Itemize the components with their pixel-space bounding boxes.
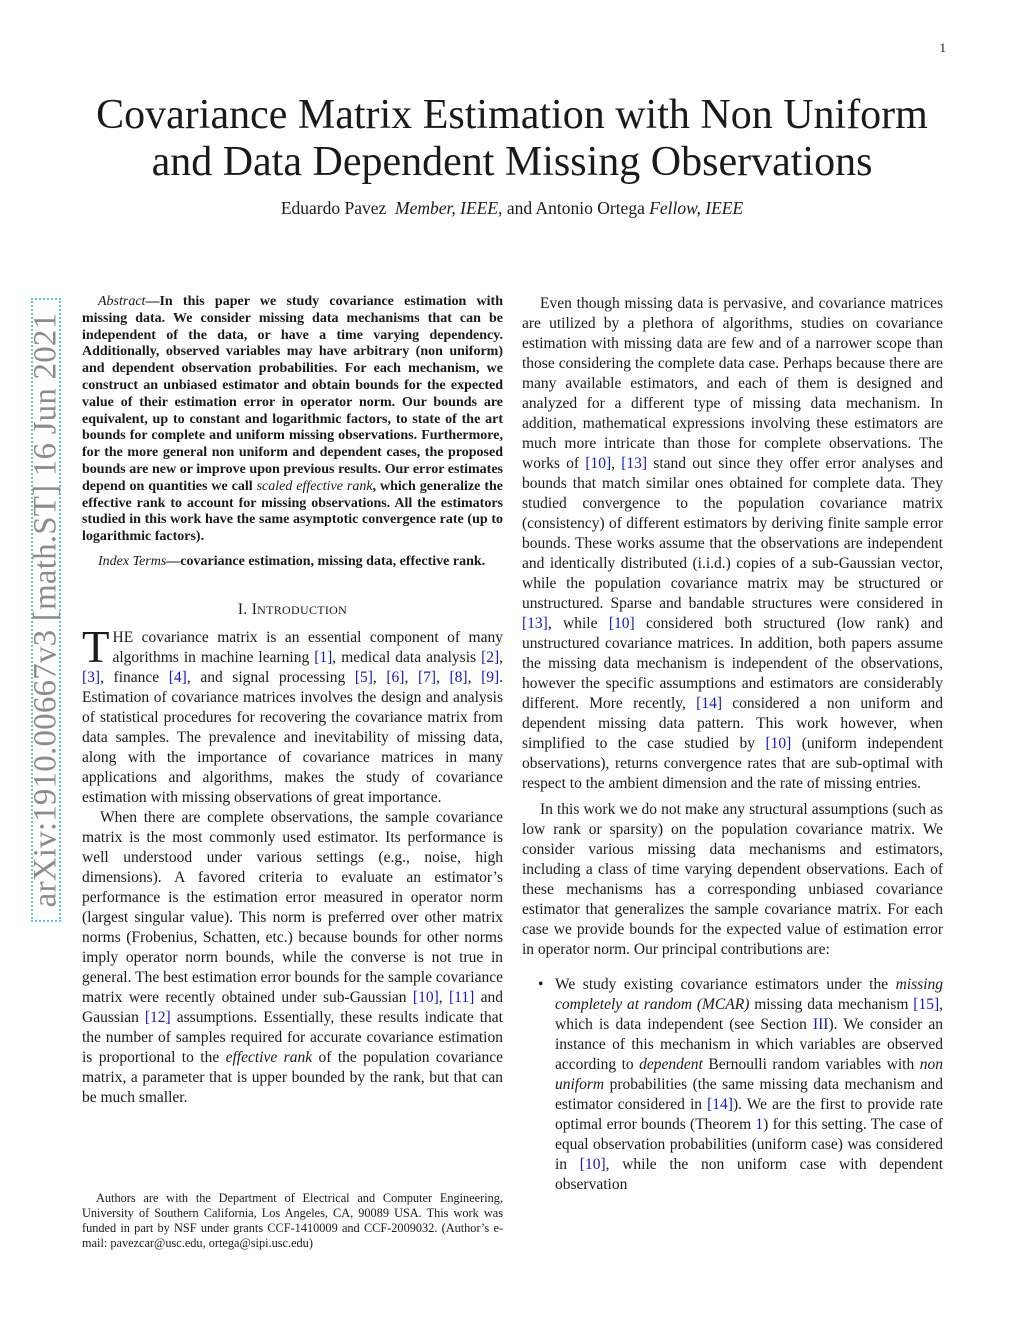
page-number: 1 [939, 40, 946, 55]
section-link[interactable]: III [812, 1016, 829, 1033]
citation-link[interactable]: [7] [417, 668, 437, 686]
citation-link[interactable]: [10] [412, 988, 439, 1006]
citation-link[interactable]: [13] [621, 455, 648, 472]
citation-link[interactable]: [11] [449, 988, 475, 1006]
citation-link[interactable]: [12] [144, 1008, 171, 1026]
text-run: missing data mechanism [749, 996, 914, 1013]
author-1-role: Member, IEEE, [395, 198, 503, 218]
citation-link[interactable]: [13] [522, 615, 548, 632]
text-run: . Estimation of covariance matrices involves the design and analysis of statistical procedures for recovering the covariance matrix from data samples. The prevalence and inevitability of missing data, along with the importance of covariance matrices in many applications and algorithms, makes the study of covariance estimation with missing observations of great importance. [82, 668, 504, 806]
citation-link[interactable]: [10] [608, 615, 635, 632]
text-run: stand out since they offer error analyses and bounds that match similar ones obtained for complete data. They studied convergence to the population covariance matrix (consistency) of different estimators by deriving finite sample error bounds. These works assume that the observations are independent and identically distributed (i.i.d.) copies of a sub-Gaussian vector, while the population covariance matrix may be structured or unstructured. Sparse and bandable structures were considered in [522, 455, 943, 612]
text-run: considered both structured (low rank) and unstructured covariance matrices. In addition, both papers assume the missing data mechanism is independent of the observations, however the specific assumptions and estimators are considerably different. More recently, [522, 615, 943, 712]
text-run: HE covariance matrix is an essential component of many algorithms in machine learning [112, 628, 503, 666]
text-run: , finance [100, 668, 169, 686]
citation-link[interactable]: [14] [696, 695, 722, 712]
text-run: , [499, 648, 504, 666]
citation-link[interactable]: [1] [314, 648, 333, 666]
citation-link[interactable]: [3] [82, 668, 101, 686]
text-run: , [372, 668, 387, 686]
citation-link[interactable]: [9] [481, 668, 500, 686]
text-run: probabilities (the same missing data mechanism and estimator considered in [555, 1076, 943, 1113]
bullet-icon: • [538, 976, 544, 993]
citation-link[interactable]: [6] [386, 668, 405, 686]
author-2: and Antonio Ortega [506, 198, 645, 218]
arxiv-identifier: arXiv:1910.00667v3 [math.ST] 16 Jun 2021 [27, 312, 64, 908]
section-title-rest: NTRODUCTION [257, 602, 348, 617]
right-column [522, 294, 943, 1195]
author-footnote: Authors are with the Department of Electrical and Computer Engineering, University of Southern California, Los Angeles, CA, 90089 USA. This work was funded in part by NSF under grants CCF-1410009 and CCF-2009032. (Author’s e-mail: pavezcar@usc.edu, ortega@sipi.usc.edu) [82, 1191, 503, 1250]
author-2-role: Fellow, IEEE [649, 198, 744, 218]
text-run: When there are complete observations, the sample covariance matrix is the most commonly used estimator. Its performance is well understood under various settings (e.g., noise, high dimensions). A favored criteria to evaluate an estimator’s performance is the estimation error measured in operator norm (largest singular value). This norm is preferred over other matrix norms (Frobenius, Schatten, etc.) because bounds for other norms imply operator norm bounds, while the converse is not true in general. The best estimation error bounds for the sample covariance matrix were recently obtained under sub-Gaussian [82, 808, 503, 1006]
section-initial: I [251, 600, 258, 618]
intro-paragraph-1 [82, 621, 504, 808]
author-line [60, 198, 964, 219]
text-run: Bernoulli random variables with [702, 1056, 920, 1073]
citation-link[interactable]: [8] [449, 668, 468, 686]
citation-link[interactable]: [15] [913, 996, 940, 1013]
list-item [522, 975, 943, 1195]
citation-link[interactable]: [2] [481, 648, 500, 666]
text-run: , [611, 455, 622, 472]
contributions-list [522, 975, 943, 1195]
text-run: , [436, 668, 450, 686]
text-run: ) for this setting. The case of equal observation probabilities (uniform case) was considered in [555, 1116, 943, 1173]
emphasis: non uniform [555, 1056, 943, 1093]
text-run: , [404, 668, 418, 686]
abstract-text-end: , which generalize the effective rank to account for missing observations. All the estimators studied in this work have the same asymptotic convergence rate (up to logarithmic factors). [82, 478, 503, 545]
paper-title [60, 92, 964, 186]
right-paragraph-1 [522, 294, 943, 794]
text-run: and Gaussian [82, 988, 504, 1026]
citation-link[interactable]: [10] [765, 735, 792, 752]
citation-link[interactable]: [14] [707, 1096, 733, 1113]
intro-paragraph-2 [82, 808, 503, 1108]
text-run: Even though missing data is pervasive, and covariance matrices are utilized by a plethora of algorithms, studies on covariance estimation with missing data are few and of a narrower scope than those considering the complete data case. Perhaps because there are many available estimators, and each of them is designed and analyzed for a different type of missing data mechanism. In addition, mathematical expressions involving these estimators are much more intricate than those for complete observations. The works of [522, 295, 943, 472]
section-number: I. [237, 600, 252, 618]
abstract-emphasis: scaled effective rank [256, 478, 373, 494]
text-run: , [467, 668, 482, 686]
text-run: of the population covariance matrix, a parameter that is upper bounded by the rank, but that can be much smaller. [82, 1048, 504, 1106]
abstract-text: —In this paper we study covariance estimation with missing data. We consider missing data mechanisms that can be independent of the data, or have a time varying dependency. Additionally, observed variables may have arbitrary (non uniform) and dependent observation probabilities. For each mechanism, we construct an unbiased estimator and obtain bounds for the expected value of their estimation error in operator norm. Our bounds are equivalent, up to constant and logarithmic factors, to state of the art bounds for complete and uniform missing observations. Furthermore, for the more general non uniform and dependent cases, the proposed bounds are new or improve upon previous results. Our error estimates depend on quantities we call [82, 294, 503, 494]
emphasis: dependent [639, 1056, 703, 1073]
title-line-1: Covariance Matrix Estimation with Non Uniform [96, 92, 928, 138]
theorem-link[interactable]: 1 [755, 1116, 764, 1133]
citation-link[interactable]: [5] [354, 668, 373, 686]
right-paragraph-2: In this work we do not make any structural assumptions (such as low rank or sparsity) on the population covariance matrix. We consider various missing data mechanisms and estimators, including a class of time varying dependent observations. Each of these mechanisms has a corresponding unbiased covariance estimator that generalizes the sample covariance matrix. For each case we provide bounds for the expected value of estimation error in operator norm. Our principal contributions are: [522, 801, 943, 958]
text-run: , medical data analysis [332, 648, 482, 666]
text-run: We study existing covariance estimators under the [555, 976, 896, 993]
emphasis: missing completely at random (MCAR) [555, 976, 943, 1013]
text-run: , while [547, 615, 609, 632]
text-run: ). We are the first to provide rate optimal error bounds (Theorem [555, 1096, 944, 1133]
citation-link[interactable]: [10] [579, 1156, 606, 1173]
drop-cap: T [82, 621, 110, 672]
abstract [82, 294, 503, 546]
text-run: , and signal processing [186, 668, 355, 686]
index-terms-text: —covariance estimation, missing data, effective rank. [166, 553, 486, 569]
emphasis: effective rank [225, 1048, 313, 1066]
index-terms [82, 554, 503, 571]
title-line-2: and Data Dependent Missing Observations [151, 139, 873, 185]
text-run: , which is data independent (see Section [555, 996, 943, 1033]
text-run: (uniform independent observations), returns convergence rates that are sub-optimal with respect to the ambient dimension and the rate of missing entries. [522, 735, 943, 792]
left-column [82, 294, 503, 1108]
text-run: assumptions. Essentially, these results indicate that the number of samples required for accurate covariance estimation is proportional to the [82, 1008, 503, 1066]
abstract-label: Abstract [98, 294, 146, 309]
author-1: Eduardo Pavez [280, 198, 387, 218]
text-run: considered a non uniform and dependent missing data pattern. This work however, when simplified to the case studied by [522, 695, 944, 752]
text-run: ). We consider an instance of this mechanism in which variables are observed according to [555, 1016, 943, 1073]
index-terms-label: Index Terms [98, 553, 167, 569]
text-run: , [438, 988, 449, 1006]
section-heading-introduction [82, 601, 503, 619]
citation-link[interactable]: [10] [585, 455, 612, 472]
text-run: , while the non uniform case with dependent observation [555, 1156, 943, 1193]
citation-link[interactable]: [4] [168, 668, 187, 686]
